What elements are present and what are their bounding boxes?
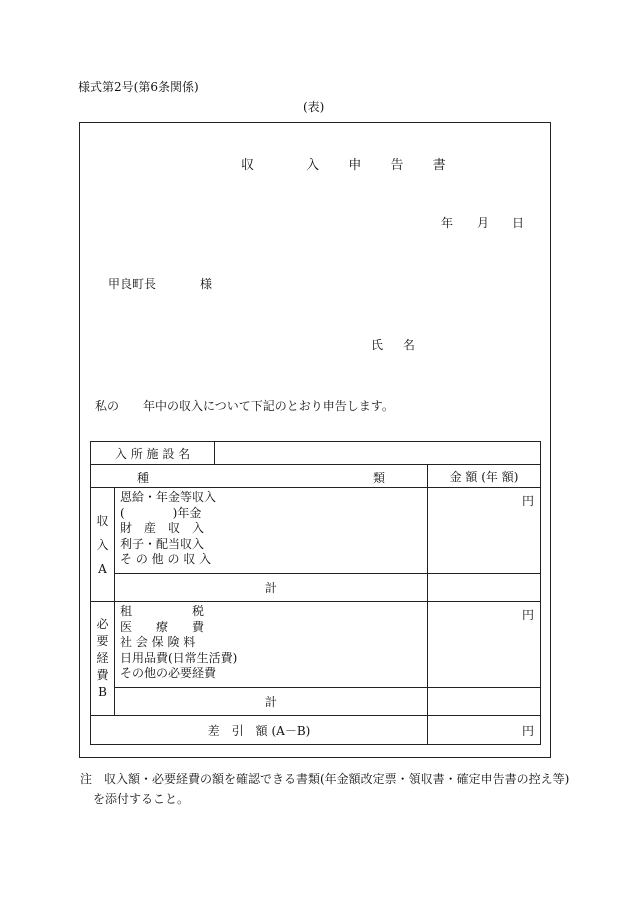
- difference-label: 差 引 額 (A－B): [91, 716, 428, 745]
- document-title: [241, 154, 447, 173]
- title-char: 収: [241, 158, 256, 173]
- date-month-label: 月: [477, 216, 490, 230]
- kind-header: [91, 465, 428, 488]
- income-items: [115, 488, 428, 574]
- expense-item: 日用品費(日常生活費): [120, 650, 238, 665]
- expense-item: 医 療 費: [120, 619, 205, 634]
- kind-header-left: 種: [137, 471, 150, 485]
- title-char: 告: [390, 158, 405, 173]
- footnote-line-1: 注 収入額・必要経費の額を確認できる書類(年金額改定票・領収書・確定申告書の控え等): [80, 772, 570, 786]
- expenses-subtotal-field[interactable]: [428, 688, 541, 716]
- difference-amount-field[interactable]: [428, 716, 541, 745]
- facility-label: 入 所 施 設 名: [91, 442, 215, 465]
- facility-value-field[interactable]: [215, 442, 541, 465]
- title-char: 書: [432, 158, 447, 173]
- date-year-label: 年: [441, 216, 454, 230]
- expenses-amount-field[interactable]: [428, 602, 541, 688]
- yen-unit: 円: [522, 723, 535, 738]
- income-declaration-table: [90, 441, 541, 745]
- income-subtotal-field[interactable]: [428, 574, 541, 602]
- addressee-name: 甲良町長: [108, 277, 157, 291]
- kind-header-right: 類: [373, 471, 386, 485]
- income-subtotal-label: 計: [115, 574, 428, 602]
- declaration-prefix: 私の: [95, 399, 120, 413]
- income-item: 利子・配当収入: [120, 536, 205, 551]
- income-item: 財 産 収 入: [120, 521, 205, 535]
- income-item: 恩給・年金等収入: [120, 490, 217, 504]
- date-day-label: 日: [512, 216, 525, 230]
- income-item: ( )年金: [120, 505, 202, 520]
- expense-items: [115, 602, 428, 688]
- applicant-name-label: 氏 名: [371, 338, 423, 352]
- declaration-text: [95, 397, 394, 414]
- expenses-subtotal-label: 計: [115, 688, 428, 716]
- expenses-section-label: 必 要 経 費 B: [91, 602, 115, 716]
- yen-unit: 円: [522, 608, 535, 622]
- income-item: そ の 他 の 収 入: [120, 552, 212, 566]
- income-amount-field[interactable]: [428, 488, 541, 574]
- amount-header: 金 額 (年 額): [428, 465, 541, 488]
- addressee-honorific: 様: [200, 277, 213, 291]
- side-label: (表): [303, 100, 325, 114]
- footnote-line-2: を添付すること。: [93, 792, 190, 806]
- declaration-suffix: 年中の収入について下記のとおり申告します。: [143, 399, 394, 413]
- expense-item: その他の必要経費: [120, 666, 217, 680]
- form-number: 様式第2号(第6条関係): [78, 80, 199, 94]
- title-char: 申: [348, 158, 363, 173]
- income-section-label: 収 入 A: [91, 488, 115, 602]
- title-char: 入: [306, 158, 321, 173]
- expense-item: 租 税: [120, 604, 205, 618]
- yen-unit: 円: [522, 494, 535, 508]
- expense-item: 社 会 保 険 料: [120, 635, 196, 649]
